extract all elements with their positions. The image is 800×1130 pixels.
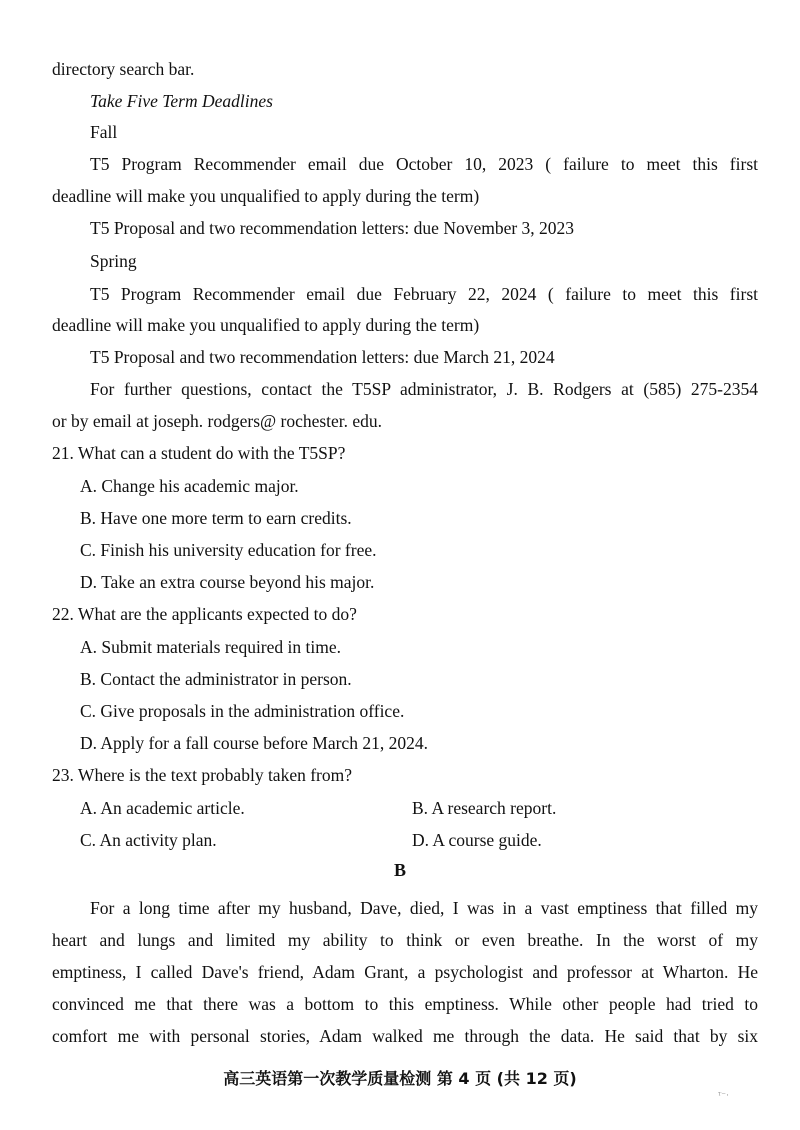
- section-b-line-2: heart and lungs and limited my ability to think or even breathe. In the worst of my: [52, 930, 758, 950]
- spring-email-line-1: T5 Program Recommender email due February 22, 2024 ( failure to meet this first: [90, 284, 758, 304]
- question-22-option-c: C. Give proposals in the administration office.: [80, 701, 405, 721]
- contact-line-1: For further questions, contact the T5SP administrator, J. B. Rodgers at (585) 275-2354: [90, 379, 758, 399]
- question-23-option-a: A. An academic article.: [80, 798, 245, 818]
- spring-proposal: T5 Proposal and two recommendation letters: due March 21, 2024: [90, 347, 555, 367]
- question-23-option-c: C. An activity plan.: [80, 830, 217, 850]
- fall-email-line-1: T5 Program Recommender email due October 10, 2023 ( failure to meet this first: [90, 154, 758, 174]
- question-21-stem: 21. What can a student do with the T5SP?: [52, 443, 346, 463]
- question-23-option-b: B. A research report.: [412, 798, 557, 818]
- question-23-option-d: D. A course guide.: [412, 830, 542, 850]
- passage-continuation: directory search bar.: [52, 59, 195, 79]
- section-b-line-5: comfort me with personal stories, Adam walked me through the data. He said that by six: [52, 1026, 758, 1046]
- question-21-option-a: A. Change his academic major.: [80, 476, 299, 496]
- question-21-option-c: C. Finish his university education for free.: [80, 540, 377, 560]
- question-23-stem: 23. Where is the text probably taken from?: [52, 765, 352, 785]
- section-b-line-3: emptiness, I called Dave's friend, Adam Grant, a psychologist and professor at Wharton. He: [52, 962, 758, 982]
- question-22-option-d: D. Apply for a fall course before March 21, 2024.: [80, 733, 428, 753]
- question-22-option-a: A. Submit materials required in time.: [80, 637, 341, 657]
- fall-proposal: T5 Proposal and two recommendation letters: due November 3, 2023: [90, 218, 575, 238]
- section-b-line-1: For a long time after my husband, Dave, died, I was in a vast emptiness that filled my: [90, 898, 758, 918]
- question-21-option-b: B. Have one more term to earn credits.: [80, 508, 352, 528]
- contact-line-2: or by email at joseph. rodgers@ rochester. edu.: [52, 411, 383, 431]
- page-footer: 高三英语第一次教学质量检测 第 4 页 (共 12 页): [223, 1069, 577, 1088]
- deadlines-title: Take Five Term Deadlines: [90, 91, 273, 111]
- scan-mark: ᵀ⁻·: [718, 1090, 730, 1100]
- question-22-stem: 22. What are the applicants expected to do?: [52, 604, 357, 624]
- section-b-heading: B: [393, 860, 406, 880]
- section-b-line-4: convinced me that there was a bottom to this emptiness. While other people had tried to: [52, 994, 758, 1014]
- question-22-option-b: B. Contact the administrator in person.: [80, 669, 352, 689]
- fall-email-line-2: deadline will make you unqualified to apply during the term): [52, 186, 480, 206]
- fall-label: Fall: [90, 122, 118, 142]
- spring-label: Spring: [90, 251, 137, 271]
- spring-email-line-2: deadline will make you unqualified to apply during the term): [52, 315, 480, 335]
- question-21-option-d: D. Take an extra course beyond his major.: [80, 572, 375, 592]
